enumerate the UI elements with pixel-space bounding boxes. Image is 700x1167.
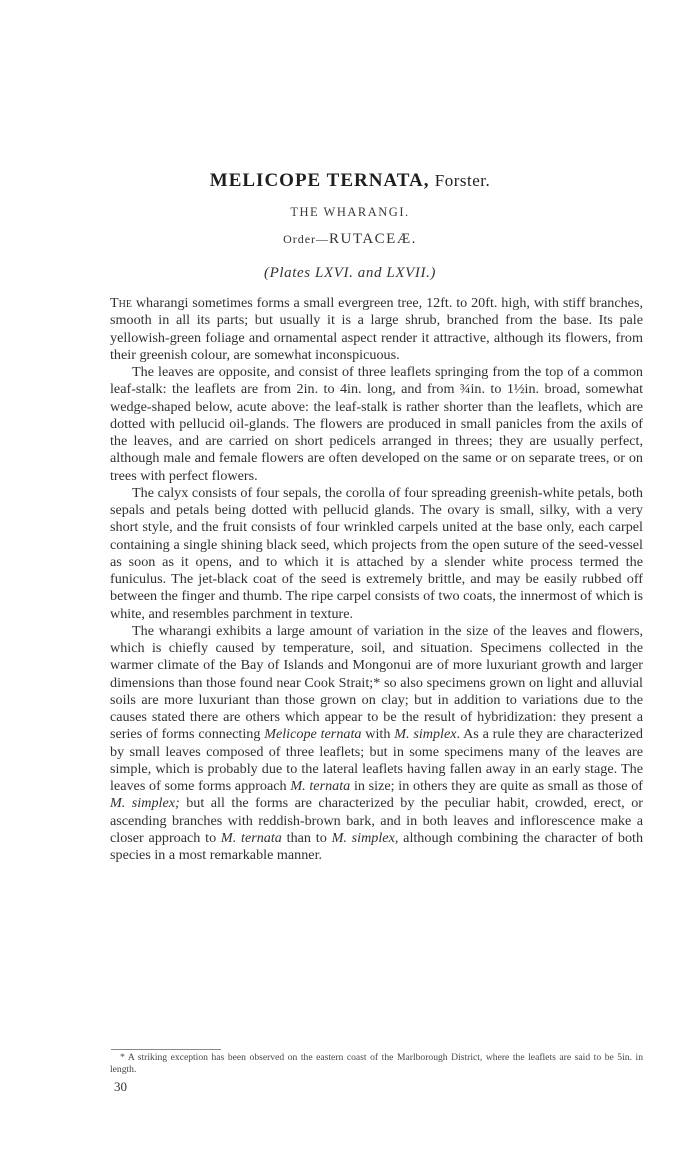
paragraph-1-text: wharangi sometimes forms a small evergreen tree, 12ft. to 20ft. high, with stiff branches, smooth in all its parts; but usually it is a large shrub, branched from the base. Its pale yellowish-green foliage and ornamental aspect render it attractive, although its flowers, from their greenish colour, are somewhat inconspicuous. xyxy=(110,295,643,363)
plates-reference: (Plates LXVI. and LXVII.) xyxy=(263,265,437,281)
paragraph-4-text: . As a rule they are characterized by small leaves composed of three leaflets; but in some specimens many of the leaves are simple, which is probably due to the lateral leaflets having fallen away in an early stage. The leaves of some forms approach xyxy=(110,726,644,794)
paragraph-4 xyxy=(110,623,643,865)
species-ref: Melicope ternata xyxy=(264,726,362,743)
paragraph-4-text: The wharangi exhibits a large amount of variation in the size of the leaves and flowers, which is chiefly caused by temperature, soil, and situation. Specimens collected in the warmer climate of the Bay of Islands and Mongonui are of more luxuriant growth and larger dimensions than those found near Cook Strait;* so also specimens grown on light and alluvial soils are more luxuriant than those grown on clay; but in addition to variations due to the causes stated there are others which appear to be the result of hybridization: they present a series of forms connecting xyxy=(110,622,643,743)
paragraph-4-text: , although combining the character of both species in a most remarkable manner. xyxy=(110,829,644,863)
species-ref: M. simplex xyxy=(394,726,457,743)
species-name: MELICOPE TERNATA, xyxy=(209,170,430,191)
species-author: Forster. xyxy=(434,171,491,190)
paragraph-2: The leaves are opposite, and consist of three leaflets springing from the top of a common leaf-stalk: the leaflets are from 2in. to 4in. long, and from ¾in. to 1½in. broad, somewhat wedge-shaped below, acute above: the leaf-stalk is rather shorter than the leaflets, which are dotted with pellucid oil-glands. The flowers are produced in small panicles from the axils of the leaves, and are carried on short pedicels arranged in threes; they are usually perfect, although male and female flowers are often developed on the same or on separate trees, or on trees with perfect flowers. xyxy=(110,364,643,484)
paragraph-4-text: in size; in others they are quite as small as those of xyxy=(350,778,643,794)
order-name: RUTACEÆ. xyxy=(329,231,417,247)
footnote xyxy=(110,1052,643,1076)
paragraph-4-text: than to xyxy=(281,829,332,846)
species-ref: M. ternata xyxy=(290,778,351,794)
page-title xyxy=(0,170,700,192)
species-ref: M. simplex xyxy=(331,829,395,846)
species-ref: M. simplex; xyxy=(110,795,180,812)
page-number: 30 xyxy=(114,1079,127,1094)
paragraph-1 xyxy=(110,295,643,364)
paragraph-lead: The xyxy=(110,295,132,311)
paragraph-4-text: with xyxy=(361,726,395,743)
footnote-divider xyxy=(111,1049,221,1050)
order-label: Order— xyxy=(283,232,330,246)
order-line xyxy=(0,231,700,248)
footnote-text: * A striking exception has been observed on the eastern coast of the Marlborough District, where the leaflets are said to be 5in. in length. xyxy=(110,1052,643,1075)
common-name: THE WHARANGI. xyxy=(290,205,410,219)
paragraph-4-text: but all the forms are characterized by the peculiar habit, crowded, erect, or ascending branches with reddish-brown bark, and in both leaves and inflorescence make a closer approach to xyxy=(110,795,643,846)
paragraph-3: The calyx consists of four sepals, the corolla of four spreading greenish-white petals, both sepals and petals being dotted with pellucid glands. The ovary is small, silky, with a very short style, and the fruit consists of four wrinkled carpels united at the base only, each carpel containing a single shining black seed, which projects from the open suture of the seed-vessel as soon as it opens, and to which it is attached by a slender white process termed the funiculus. The jet-black coat of the seed is extremely brittle, and may be easily rubbed off between the finger and thumb. The ripe carpel consists of two coats, the innermost of which is white, and resembles parchment in texture. xyxy=(110,484,644,622)
species-ref: M. ternata xyxy=(220,829,282,846)
body-text xyxy=(110,295,643,864)
